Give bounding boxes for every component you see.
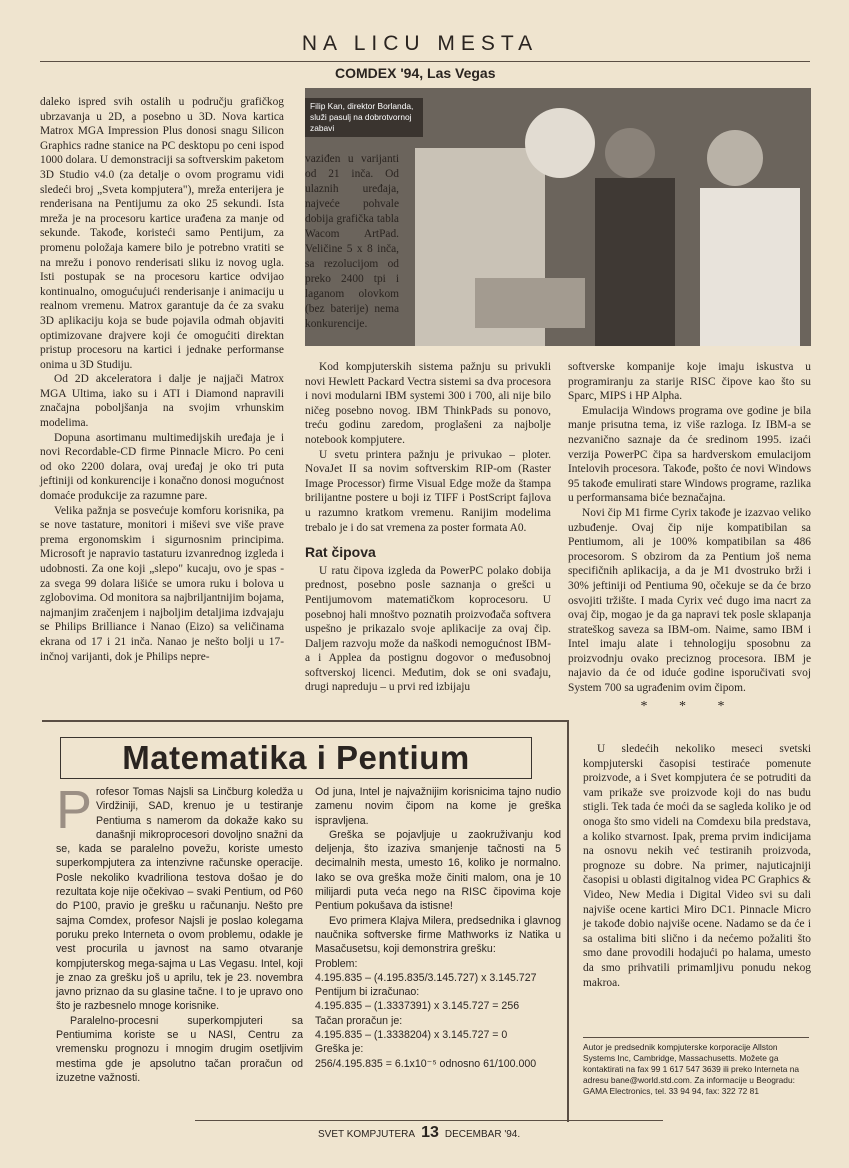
photo-caption [305, 98, 423, 137]
paragraph: vaziđen u varijanti od 21 inča. Od ulaznih uređaja, najveće pohvale dobija grafička tabla Wacom ArtPad. Veličine 5 x 8 inča, sa rezolucijom od preko 2400 tpi i laganom olovkom (bez baterije) nema konkurencije. [305, 153, 399, 330]
article-column-3 [568, 360, 811, 718]
article-column-1 [40, 95, 284, 664]
header-rule [40, 61, 810, 62]
paragraph: Greška se pojavljuje u zaokruživanju kod deljenja, što izaziva smanjenje tačnosti na 5 decimalnih mesta, umesto 16, koliko je normalno. Iako se ova greška može činiti malom, ona je 10 milijardi puta veća nego na RISC čipovima koje Pentium pokušava da istisne! [315, 828, 561, 913]
paragraph: Kod kompjuterskih sistema pažnju su privukli novi Hewlett Packard Vectra sistemi sa dva procesora i novi modularni IBM systemi 300 i 700, ali nije bilo ničeg posebno novog. IBM ThinkPads su ponovo, treću godinu zaredom, proglašeni za najbolje notebook kompjutere. [305, 361, 551, 446]
paragraph: Od 2D akceleratora i dalje je najjači Matrox MGA Ultima, iako su i ATI i Diamond napravili značajna poboljšanja na svojim vrhunskim modelima. [40, 373, 284, 430]
sidebar-box [42, 720, 569, 1122]
sidebar-column-right [315, 785, 561, 1071]
paragraph: Novi čip M1 firme Cyrix takođe je izazvao veliko uzbuđenje. Ovaj čip nije kompatibilan sa Pentiumom, ali je 100% kompatibilan sa 486 procesorom. S obzirom da za Pentium još nema specifičnih aplikacija, a da je M1 dvostruko brži i 30% jeftiniji od Pentiuma 90, očekuje se da će brzo osvojiti tržište. I mada Cyrix već dugo ima nacrt za ovaj čip, mogao je da ga napravi tek posle sklapanja strateškog saveza sa IBM-om. Naime, samo IBM i Intel imaju alate i tehnologiju sposobnu za proizvodnju ovako preciznog procesora. IBM je najavio da će od iduće godine isporučivati svoj System 700 sa ugrađenim ovim čipom. [568, 506, 811, 695]
calculation-block [315, 957, 561, 1071]
calc-line: 256/4.195.835 = 6.1x10⁻⁵ odnosno 61/100.000 [315, 1057, 537, 1070]
sidebar-column-left [56, 780, 303, 1085]
paragraph: U sledećih nekoliko meseci svetski kompjuterski časopisi testiraće pomenute proizvode, a i Svet kompjutera će se potruditi da vam prikaže sve proizvode koji do nas budu stigli. Tek tada će moći da se sagleda koliko je od onoga što smo videli na Comdexu bila predstava, a koliko stvarnost. Ipak, prema prvim indicijama na osnovu nekih već testiranih proizvoda, prognoze su dobre. Na primer, najuticajniji časopisi u oblasti digitalnog videa PC Graphics & Video, New Media i Digital Video svi su dali najviše ocene kartici Miro DC1. Pinnacle Micro je takođe dobio najviše ocene. Nadamo se da će i sa ostalima biti slično i da nećemo požaliti što smo dane provodili hodajući po halama, umesto da smo prihvatili primamljivu ponudu nekog makroa. [583, 743, 811, 989]
section-title: NA LICU MESTA [301, 32, 539, 55]
paragraph: softverske kompanije koje imaju iskustva u programiranju za starije RISC čipove kao što su Sparc, MIPS i HP Alpha. [568, 361, 811, 403]
author-note-text: Autor je predsednik kompjuterske korporacije Allston Systems Inc, Cambridge, Massachusetts. Možete ga kontaktirati na fax 99 1 617 547 3639 ili preko Interneta na adresu bane@world.std.com. Za informacije u Beogradu: GAMA Electronics, tel. 33 94 94, fax: 322 72 81 [583, 1042, 800, 1096]
article-column-2 [305, 360, 551, 695]
article-column-2-narrow [305, 152, 399, 332]
sidebar-title: Matematika i Pentium [122, 739, 470, 776]
page-footer [318, 1124, 558, 1142]
paragraph: Evo primera Klajva Milera, predsednika i glavnog naučnika softverske firme Mathworks iz Natika u Masačusetsu, koji demonstrira grešku: [315, 914, 561, 956]
page-number: 13 [421, 1124, 439, 1141]
calc-line: Greška je: [315, 1043, 364, 1056]
footer-rule [195, 1120, 663, 1121]
calc-line: 4.195.835 – (1.3337391) x 3.145.727 = 256 [315, 1000, 520, 1013]
paragraph: daleko ispred svih ostalih u području grafičkog ubrzavanja u 2D, a posebno u 3D. Nova kartica Matrox MGA Impression Plus donosi snagu Silicon Graphics radne stanice na PC desktopu po ceni ispod 1000 dolara. U demonstraciji sa softverskim paketom 3D Studio v4.0 (za detalje o ovom programu vidi sledeći broj „Sveta kompjutera"), mreža enterijera je renderisana na Pentijumu za oko 25 sekundi. Ista mreža je na procesoru kartice urađena za manje od sekunde. Takođe, koristeći samo Pentijum, za promenu položaja kamere bilo je potrebno vratiti se na mrežu i ponovo renderisati sliku iz novog ugla. Isti postupak se na procesoru kartice odvijao kontinualno, omogućujući renderisanje i animaciju u realnom vremenu. Matrox garantuje da će za svaku 3D aplikaciju koja se bude pojavila odmah objaviti optimizovane drajvere koji će omogućiti direktan pristup procesoru na kartici i jednake performanse onima u 3D Studiju. [40, 96, 284, 371]
calc-line: 4.195.835 – (1.3338204) x 3.145.727 = 0 [315, 1029, 508, 1042]
magazine-name: SVET KOMPJUTERA [318, 1129, 416, 1140]
event-title [335, 65, 496, 81]
paragraph: Paralelno-procesni superkompjuteri sa Pentiumima koriste se u NASI, Centru za vremensku prognozu i mnogim drugim osetljivim mestima gde je apsolutno tačan proračun od izuzetne važnosti. [56, 1014, 303, 1084]
paragraph: Dopuna asortimanu multimedijskih uređaja je i novi Recordable-CD firme Pinnacle Micro. Po ceni od oko 2200 dolara, ovaj uređaj je oko tri puta jeftiniji od konkurencije i konačno donosi mogućnost domaće produkcije za razumne pare. [40, 431, 284, 503]
paragraph: Emulacija Windows programa ove godine je bila manje prisutna tema, iz više razloga. Iz IBM-a se nezvanično saznaje da će sredinom 1995. izaći verzija PowerPC čipa sa hardverskom emulacijom Intelovih procesora. Takođe, pošto će novi Windows 95 takođe emulirati stare Windows programe, razlika u performansama biće beznačajna. [568, 404, 811, 505]
paragraph: U svetu printera pažnju je privukao – ploter. NovaJet II sa novim softverskim RIP-om (Raster Image Processor) firme Visual Edge može da štampa brilijantne postere u boji iz TIFF i PostScript fajlova u razumno kratkom vremenu. Ranijim modelima trebalo je i do sat vremena za poster formata A0. [305, 448, 551, 534]
paragraph: U ratu čipova izgleda da PowerPC polako dobija prednost, posebno posle saznanja o grešci u Pentijumovom matematičkom koprocesoru. U posebnoj hali mnoštvo poznatih proizvođača softvera uspešno je prikazalo svoje aplikacije za ovaj čip. Daljem razvoju može da naškodi nemogućnost IBM-a i Applea da postignu dogovor o međusobnoj softverskoj licenci. Međutim, dok se oni svađaju, drugi napreduju – u prvi red izbijaju [305, 564, 551, 694]
calc-line: Problem: [315, 957, 358, 970]
section-separator: * * * [640, 698, 739, 714]
issue-date: DECEMBAR '94. [444, 1129, 521, 1140]
paragraph [56, 780, 303, 1014]
sidebar-title-frame [60, 737, 532, 779]
calc-line: 4.195.835 – (4.195.835/3.145.727) x 3.145.727 [315, 971, 537, 984]
calc-line: Pentijum bi izračunao: [315, 986, 420, 999]
author-note [583, 1037, 809, 1097]
drop-cap: P [56, 780, 93, 840]
paragraph: Velika pažnja se posvećuje komforu korisnika, pa se nove tastature, monitori i miševi sve više prave prema ergonomskim i sigurnosnim principima. Microsoft je napravio tastaturu izvanrednog izgleda i udobnosti. Za one koji „slepo" kucaju, ovo je spas - za svega 99 dolara lišiće se umora ruku i bolova u zglobovima. Od monitora sa najbriljantnijim bojama, najmanjim zračenjem i najboljim detaljima izdvajaju se Philips Brilliance i Nanao (Eizo) sa veličinama ekrana od 17 i 21 inča. Nanao je nešto bolji u 17-inčnoj varijanti, dok je Philips nepre- [40, 504, 284, 663]
paragraph: Od juna, Intel je najvažnijim korisnicima tajno nudio zamenu novim čipom na kome je greška ispravljena. [315, 786, 561, 827]
photo-caption-text: Filip Kan, direktor Borlanda, služi pasulj na dobrotvornoj zabavi [310, 101, 414, 133]
event-title-text: COMDEX '94, Las Vegas [335, 65, 496, 81]
calc-line: Tačan proračun je: [315, 1014, 403, 1027]
article-column-3-lower [583, 742, 811, 990]
paragraph-text: rofesor Tomas Najsli sa Linčburg koledža u Virdžiniji, SAD, krenuo je u testiranje Pentiuma s namerom da dokaže kako su današnji mikroprocesori dovoljno snažni da se, kada se paralelno povežu, koriste umesto superkompjutera za intenzivne računske operacije. Posle nekoliko kvadriliona testova došao je do rezultata koje nije očekivao – svaki Pentium, od P60 do P100, pravio je grešku u računanju. Nešto pre sajma Comdex, profesor Najsli je poslao kolegama poruku preko Interneta o ovom problemu, odakle je vest procurila u javnost na samo otvaranje kompjuterskog mega-sajma u Las Vegasu. Intel, koji je znao za grešku još u aprilu, tek je 23. novembra javno priznao da su glasine tačne. I to je upravo ono što je razbesnelo mnoge korisnike. [56, 786, 303, 1013]
subheading: Rat čipova [305, 544, 376, 561]
section-header [290, 32, 550, 56]
